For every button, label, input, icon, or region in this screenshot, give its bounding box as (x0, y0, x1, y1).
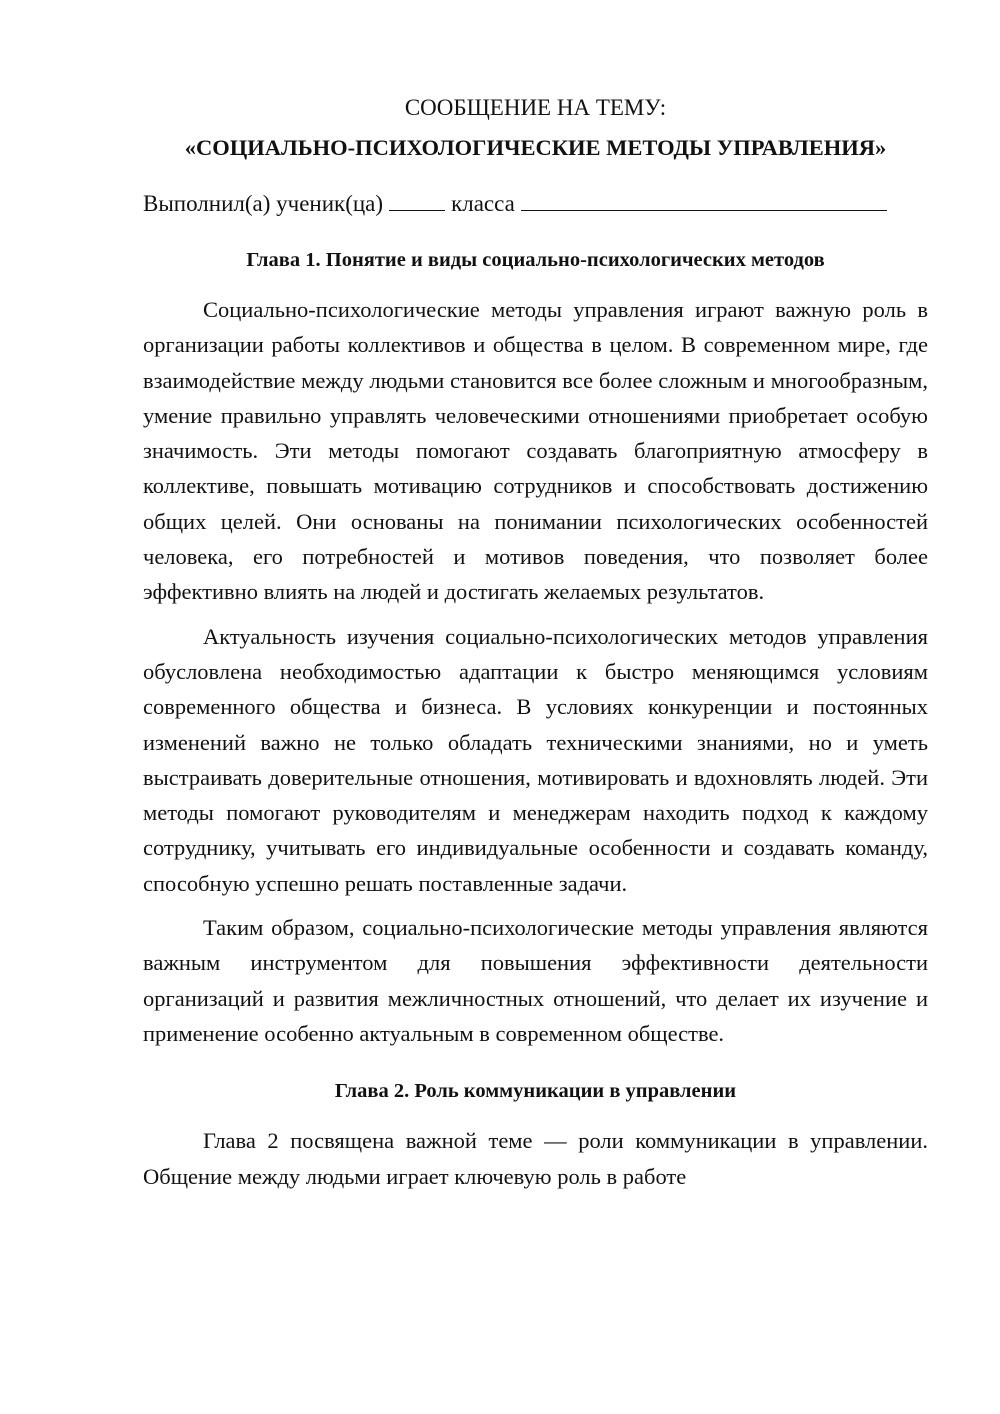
document-content (143, 90, 928, 1194)
author-name-blank (521, 190, 887, 211)
author-line (143, 186, 928, 222)
author-prefix: Выполнил(а) ученик(ца) (143, 191, 384, 216)
chapter-1-heading: Глава 1. Понятие и виды социально-психологических методов (246, 249, 825, 271)
report-topic-title: «СОЦИАЛЬНО-ПСИХОЛОГИЧЕСКИЕ МЕТОДЫ УПРАВЛЕНИЯ» (184, 135, 887, 160)
report-title-label: СООБЩЕНИЕ НА ТЕМУ: (404, 95, 667, 120)
chapter-1-paragraph-1: Социально-психологические методы управления играют важную роль в организации работы коллективов и общества в целом. В современном мире, где взаимодействие между людьми становится все более сложным и многообразным, умение правильно управлять человеческими отношениями приобретает особую значимость. Эти методы помогают создавать благоприятную атмосферу в коллективе, повышать мотивацию сотрудников и способствовать достижению общих целей. Они основаны на понимании психологических особенностей человека, его потребностей и мотивов поведения, что позволяет более эффективно влиять на людей и достигать желаемых результатов. (143, 297, 928, 605)
chapter-1-paragraph-3: Таким образом, социально-психологические методы управления являются важным инструментом для повышения эффективности деятельности организаций и развития межличностных отношений, что делает их изучение и применение особенно актуальным в современном обществе. (143, 915, 928, 1046)
chapter-2-paragraph-1: Глава 2 посвящена важной теме — роли коммуникации в управлении. Общение между людьми играет ключевую роль в работе (143, 1128, 928, 1189)
class-number-blank (389, 190, 445, 211)
chapter-2-heading: Глава 2. Роль коммуникации в управлении (334, 1080, 737, 1103)
author-class-word: класса (451, 191, 515, 216)
chapter-1-paragraph-2: Актуальность изучения социально-психологических методов управления обусловлена необходимостью адаптации к быстро меняющимся условиям современного общества и бизнеса. В условиях конкуренции и постоянных изменений важно не только обладать техническими знаниями, но и уметь выстраивать доверительные отношения, мотивировать и вдохновлять людей. Эти методы помогают руководителям и менеджерам находить подход к каждому сотруднику, учитывать его индивидуальные особенности и создавать команду, способную успешно решать поставленные задачи. (143, 623, 928, 896)
